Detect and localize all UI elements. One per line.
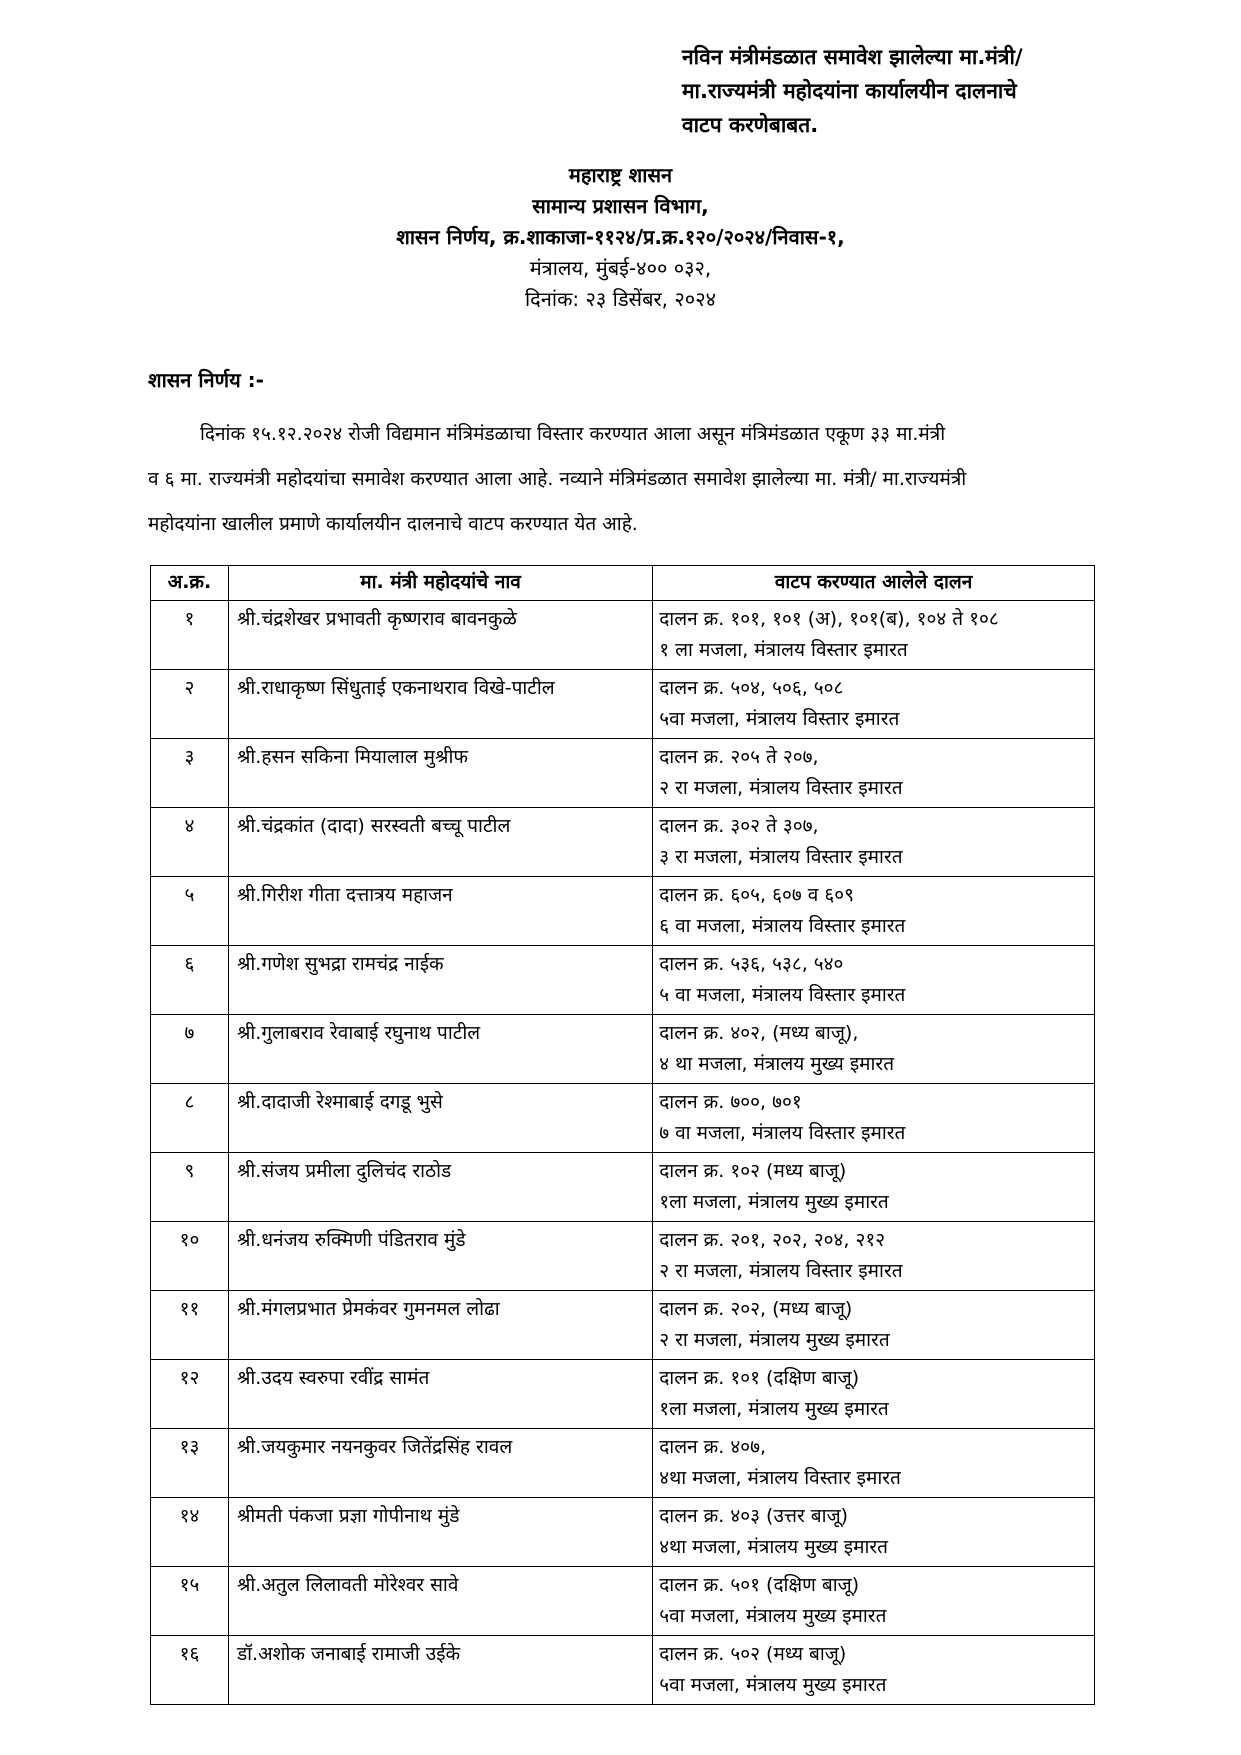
- floor-building: २ रा मजला, मंत्रालय विस्तार इमारत: [659, 1260, 903, 1282]
- row-serial: १: [151, 601, 229, 670]
- allocation-table: [150, 565, 1095, 1705]
- table-row: [151, 739, 1095, 808]
- table-header-row: [151, 566, 1095, 601]
- document-header: [0, 160, 1241, 315]
- room-allocation: [653, 808, 1095, 877]
- floor-building: १ला मजला, मंत्रालय मुख्य इमारत: [659, 1191, 889, 1213]
- room-allocation: [653, 1015, 1095, 1084]
- row-serial: ९: [151, 1153, 229, 1222]
- room-allocation: [653, 670, 1095, 739]
- subject-line-1: नविन मंत्रीमंडळात समावेश झालेल्या मा.मंत्री/: [682, 45, 1023, 69]
- row-serial: १०: [151, 1222, 229, 1291]
- table-row: [151, 808, 1095, 877]
- row-serial: ७: [151, 1015, 229, 1084]
- minister-name: श्री.अतुल लिलावती मोरेश्वर सावे: [228, 1567, 652, 1636]
- table-row: [151, 877, 1095, 946]
- floor-building: ५वा मजला, मंत्रालय मुख्य इमारत: [659, 1674, 887, 1696]
- table-row: [151, 1222, 1095, 1291]
- minister-name: श्री.चंद्रशेखर प्रभावती कृष्णराव बावनकुळे: [228, 601, 652, 670]
- address: मंत्रालय, मुंबई-४०० ०३२,: [529, 256, 712, 280]
- floor-building: ५वा मजला, मंत्रालय विस्तार इमारत: [659, 708, 900, 730]
- minister-name: श्री.गुलाबराव रेवाबाई रघुनाथ पाटील: [228, 1015, 652, 1084]
- table-row: [151, 1360, 1095, 1429]
- table-row: [151, 670, 1095, 739]
- room-numbers: दालन क्र. ७००, ७०१: [659, 1091, 802, 1113]
- floor-building: १ ला मजला, मंत्रालय विस्तार इमारत: [659, 639, 908, 661]
- row-serial: २: [151, 670, 229, 739]
- room-numbers: दालन क्र. ४०३ (उत्तर बाजू): [659, 1505, 849, 1527]
- room-numbers: दालन क्र. २०५ ते २०७,: [659, 746, 819, 768]
- room-allocation: [653, 1636, 1095, 1705]
- floor-building: ६ वा मजला, मंत्रालय विस्तार इमारत: [659, 915, 906, 937]
- room-allocation: [653, 1222, 1095, 1291]
- minister-name: श्री.चंद्रकांत (दादा) सरस्वती बच्चू पाटील: [228, 808, 652, 877]
- table-row: [151, 601, 1095, 670]
- floor-building: ४ था मजला, मंत्रालय मुख्य इमारत: [659, 1053, 895, 1075]
- row-serial: ५: [151, 877, 229, 946]
- table-row: [151, 1153, 1095, 1222]
- row-serial: ३: [151, 739, 229, 808]
- header-serial: अ.क्र.: [151, 566, 229, 601]
- room-numbers: दालन क्र. ४०७,: [659, 1436, 767, 1458]
- table-row: [151, 1498, 1095, 1567]
- room-numbers: दालन क्र. २०१, २०२, २०४, २१२: [659, 1229, 886, 1251]
- room-allocation: [653, 1291, 1095, 1360]
- row-serial: १५: [151, 1567, 229, 1636]
- table-row: [151, 1291, 1095, 1360]
- room-allocation: [653, 601, 1095, 670]
- room-allocation: [653, 1498, 1095, 1567]
- minister-name: श्री.उदय स्वरुपा रवींद्र सामंत: [228, 1360, 652, 1429]
- room-numbers: दालन क्र. ४०२, (मध्य बाजू),: [659, 1022, 859, 1044]
- floor-building: २ रा मजला, मंत्रालय मुख्य इमारत: [659, 1329, 890, 1351]
- row-serial: १४: [151, 1498, 229, 1567]
- room-allocation: [653, 1084, 1095, 1153]
- paragraph-line-1: दिनांक १५.१२.२०२४ रोजी विद्यमान मंत्रिमंडळाचा विस्तार करण्यात आला असून मंत्रिमंडळात एकूण ३३ मा.मंत्री: [200, 423, 946, 445]
- room-numbers: दालन क्र. ५०१ (दक्षिण बाजू): [659, 1574, 860, 1596]
- minister-name: श्री.जयकुमार नयनकुवर जितेंद्रसिंह रावल: [228, 1429, 652, 1498]
- room-allocation: [653, 877, 1095, 946]
- floor-building: ३ रा मजला, मंत्रालय विस्तार इमारत: [659, 846, 903, 868]
- government-name: महाराष्ट्र शासन: [568, 163, 673, 187]
- table-row: [151, 1567, 1095, 1636]
- minister-name: श्री.संजय प्रमीला दुलिचंद राठोड: [228, 1153, 652, 1222]
- decision-paragraph: [148, 412, 1148, 547]
- floor-building: २ रा मजला, मंत्रालय विस्तार इमारत: [659, 777, 903, 799]
- room-numbers: दालन क्र. १०२ (मध्य बाजू): [659, 1160, 847, 1182]
- header-name: मा. मंत्री महोदयांचे नाव: [228, 566, 652, 601]
- subject-block: [682, 40, 1132, 142]
- row-serial: ११: [151, 1291, 229, 1360]
- decision-label: शासन निर्णय :-: [148, 368, 264, 392]
- floor-building: ५वा मजला, मंत्रालय मुख्य इमारत: [659, 1605, 887, 1627]
- minister-name: श्री.गिरीश गीता दत्तात्रय महाजन: [228, 877, 652, 946]
- minister-name: डॉ.अशोक जनाबाई रामाजी उईके: [228, 1636, 652, 1705]
- table-row: [151, 1084, 1095, 1153]
- room-allocation: [653, 1153, 1095, 1222]
- table-row: [151, 1429, 1095, 1498]
- minister-name: श्री.राधाकृष्ण सिंधुताई एकनाथराव विखे-पाटील: [228, 670, 652, 739]
- room-numbers: दालन क्र. ३०२ ते ३०७,: [659, 815, 819, 837]
- table-row: [151, 1015, 1095, 1084]
- table-row: [151, 946, 1095, 1015]
- minister-name: श्री.धनंजय रुक्मिणी पंडितराव मुंडे: [228, 1222, 652, 1291]
- row-serial: १२: [151, 1360, 229, 1429]
- floor-building: ५ वा मजला, मंत्रालय विस्तार इमारत: [659, 984, 906, 1006]
- room-allocation: [653, 1429, 1095, 1498]
- department-name: सामान्य प्रशासन विभाग,: [532, 194, 709, 218]
- room-allocation: [653, 739, 1095, 808]
- floor-building: १ला मजला, मंत्रालय मुख्य इमारत: [659, 1398, 889, 1420]
- row-serial: १६: [151, 1636, 229, 1705]
- subject-line-3: वाटप करणेबाबत.: [682, 113, 819, 137]
- row-serial: ४: [151, 808, 229, 877]
- floor-building: ४था मजला, मंत्रालय मुख्य इमारत: [659, 1536, 888, 1558]
- minister-name: श्रीमती पंकजा प्रज्ञा गोपीनाथ मुंडे: [228, 1498, 652, 1567]
- row-serial: ६: [151, 946, 229, 1015]
- room-numbers: दालन क्र. ६०५, ६०७ व ६०९: [659, 884, 854, 906]
- floor-building: ७ वा मजला, मंत्रालय विस्तार इमारत: [659, 1122, 906, 1144]
- minister-name: श्री.हसन सकिना मियालाल मुश्रीफ: [228, 739, 652, 808]
- decision-reference: शासन निर्णय, क्र.शाकाजा-११२४/प्र.क्र.१२०/२०२४/निवास-१,: [396, 225, 845, 249]
- room-numbers: दालन क्र. २०२, (मध्य बाजू): [659, 1298, 853, 1320]
- row-serial: ८: [151, 1084, 229, 1153]
- minister-name: श्री.गणेश सुभद्रा रामचंद्र नाईक: [228, 946, 652, 1015]
- room-numbers: दालन क्र. ५०२ (मध्य बाजू): [659, 1643, 847, 1665]
- minister-name: श्री.मंगलप्रभात प्रेमकंवर गुमनमल लोढा: [228, 1291, 652, 1360]
- minister-name: श्री.दादाजी रेश्माबाई दगडू भुसे: [228, 1084, 652, 1153]
- paragraph-line-3: महोदयांना खालील प्रमाणे कार्यालयीन दालनाचे वाटप करण्यात येत आहे.: [148, 513, 638, 535]
- table-row: [151, 1636, 1095, 1705]
- room-numbers: दालन क्र. १०१, १०१ (अ), १०१(ब), १०४ ते १०८: [659, 608, 999, 630]
- room-allocation: [653, 1567, 1095, 1636]
- subject-line-2: मा.राज्यमंत्री महोदयांना कार्यालयीन दालनाचे: [682, 79, 1017, 103]
- room-allocation: [653, 946, 1095, 1015]
- header-room: वाटप करण्यात आलेले दालन: [653, 566, 1095, 601]
- room-numbers: दालन क्र. १०१ (दक्षिण बाजू): [659, 1367, 860, 1389]
- document-date: दिनांक: २३ डिसेंबर, २०२४: [524, 287, 716, 311]
- room-numbers: दालन क्र. ५०४, ५०६, ५०८: [659, 677, 844, 699]
- row-serial: १३: [151, 1429, 229, 1498]
- floor-building: ४था मजला, मंत्रालय विस्तार इमारत: [659, 1467, 901, 1489]
- room-numbers: दालन क्र. ५३६, ५३८, ५४०: [659, 953, 844, 975]
- room-allocation: [653, 1360, 1095, 1429]
- paragraph-line-2: व ६ मा. राज्यमंत्री महोदयांचा समावेश करण्यात आला आहे. नव्याने मंत्रिमंडळात समावेश झालेल्या मा. मंत्री/ मा.राज्यमंत्री: [148, 468, 967, 490]
